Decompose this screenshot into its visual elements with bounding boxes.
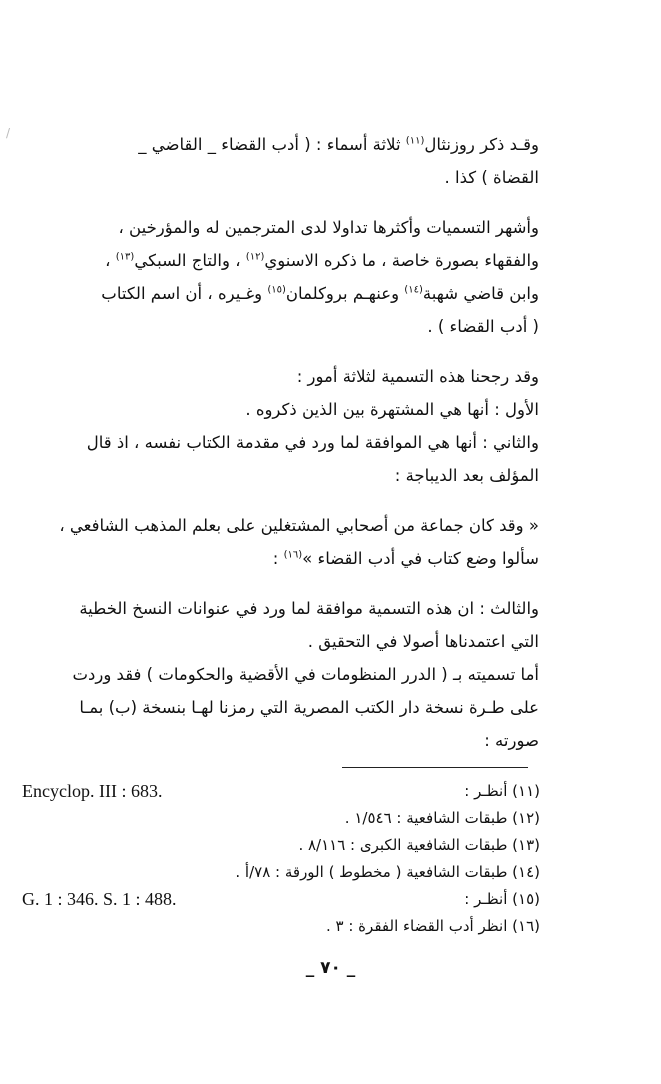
line-text: « وقد كان جماعة من أصحابي المشتغلين على بعلم المذهب الشافعي ، [59,516,539,535]
paragraph-gap [30,492,539,509]
line-text: التي اعتمدناها أصولا في التحقيق . [307,632,539,651]
footnote [22,832,540,859]
line-text: ، [105,251,116,270]
footnote-arabic: (١١) أنظـر : [464,782,540,800]
footnote [22,913,540,940]
line-text: وقـد ذكر روزنثال [424,135,539,154]
text-line [30,310,539,343]
footnote-arabic: (١٦) انظر أدب القضاء الفقرة : ٣ . [325,917,540,935]
line-text: ثلاثة أسماء : ( أدب القضاء _ القاضي _ [138,135,406,154]
text-line [30,509,539,542]
text-line [30,691,539,724]
line-text: : [272,549,284,568]
text-line [30,426,539,459]
line-text: صورته : [484,731,539,750]
footnote-arabic: (١٤) طبقات الشافعية ( مخطوط ) الورقة : ٧٨/أ . [235,863,540,881]
footnote-ref: (١٢) [245,251,265,263]
footnote [22,778,540,805]
footnote-latin: Encyclop. III : 683. [22,781,163,801]
line-text: على طـرة نسخة دار الكتب المصرية التي رمزنا لهـا بنسخة (ب) بمـا [79,698,539,717]
line-text: القضاة ) كذا . [444,168,539,187]
footnote-ref: (١٣) [115,251,135,263]
footnote-latin: G. 1 : 346. S. 1 : 488. [22,889,177,909]
text-line [30,211,539,244]
footnote-arabic: (١٥) أنظـر : [464,890,540,908]
text-line [30,277,539,310]
footnote-arabic: (١٣) طبقات الشافعية الكبرى : ٨/١١٦ . [298,836,540,854]
body-text [30,128,539,757]
text-line [30,161,539,194]
footnote [22,886,540,913]
footnote-ref: (١٤) [404,284,423,296]
line-text: وعنهـم بروكلمان [285,284,405,303]
line-text: وغـيره ، أن اسم الكتاب [101,284,268,303]
footnote [22,805,540,832]
text-line [30,393,539,426]
text-line [30,592,539,625]
text-line [30,724,539,757]
text-line [30,459,539,492]
line-text: ( أدب القضاء ) . [427,317,539,336]
margin-mark: / [6,126,11,140]
line-text: وأشهر التسميات وأكثرها تداولا لدى المترجمين له والمؤرخين ، [118,218,539,237]
text-line [30,128,539,161]
line-text: المؤلف بعد الديباجة : [394,466,539,485]
text-line [30,625,539,658]
text-line [30,244,539,277]
page-number: _ ٧٠ _ [305,958,356,978]
line-text: الأول : أنها هي المشتهرة بين الذين ذكروه . [245,400,539,419]
text-line [30,542,539,575]
line-text: سألوا وضع كتاب في أدب القضاء » [302,549,539,568]
footnote-arabic: (١٢) طبقات الشافعية : ١/٥٤٦ . [344,809,540,827]
footnote-ref: (١٥) [267,284,286,296]
line-text: وابن قاضي شهبة [422,284,539,303]
text-line [30,360,539,393]
footnote-separator [342,767,528,768]
line-text: والثاني : أنها هي الموافقة لما ورد في مقدمة الكتاب نفسه ، اذ قال [86,433,539,452]
text-line [30,658,539,691]
line-text: أما تسميته بـ ( الدرر المنظومات في الأقضية والحكومات ) فقد وردت [72,665,539,684]
paragraph-gap [30,194,539,211]
paragraph-gap [30,343,539,360]
paragraph-gap [30,575,539,592]
footnote [22,859,540,886]
line-text: وقد رجحنا هذه التسمية لثلاثة أمور : [296,367,539,386]
line-text: والفقهاء بصورة خاصة ، ما ذكره الاسنوي [264,251,539,270]
line-text: والثالث : ان هذه التسمية موافقة لما ورد في عنوانات النسخ الخطية [79,599,539,618]
line-text: ، والتاج السبكي [134,251,246,270]
footnote-ref: (١٦) [283,549,303,561]
footnote-ref: (١١) [405,135,425,147]
